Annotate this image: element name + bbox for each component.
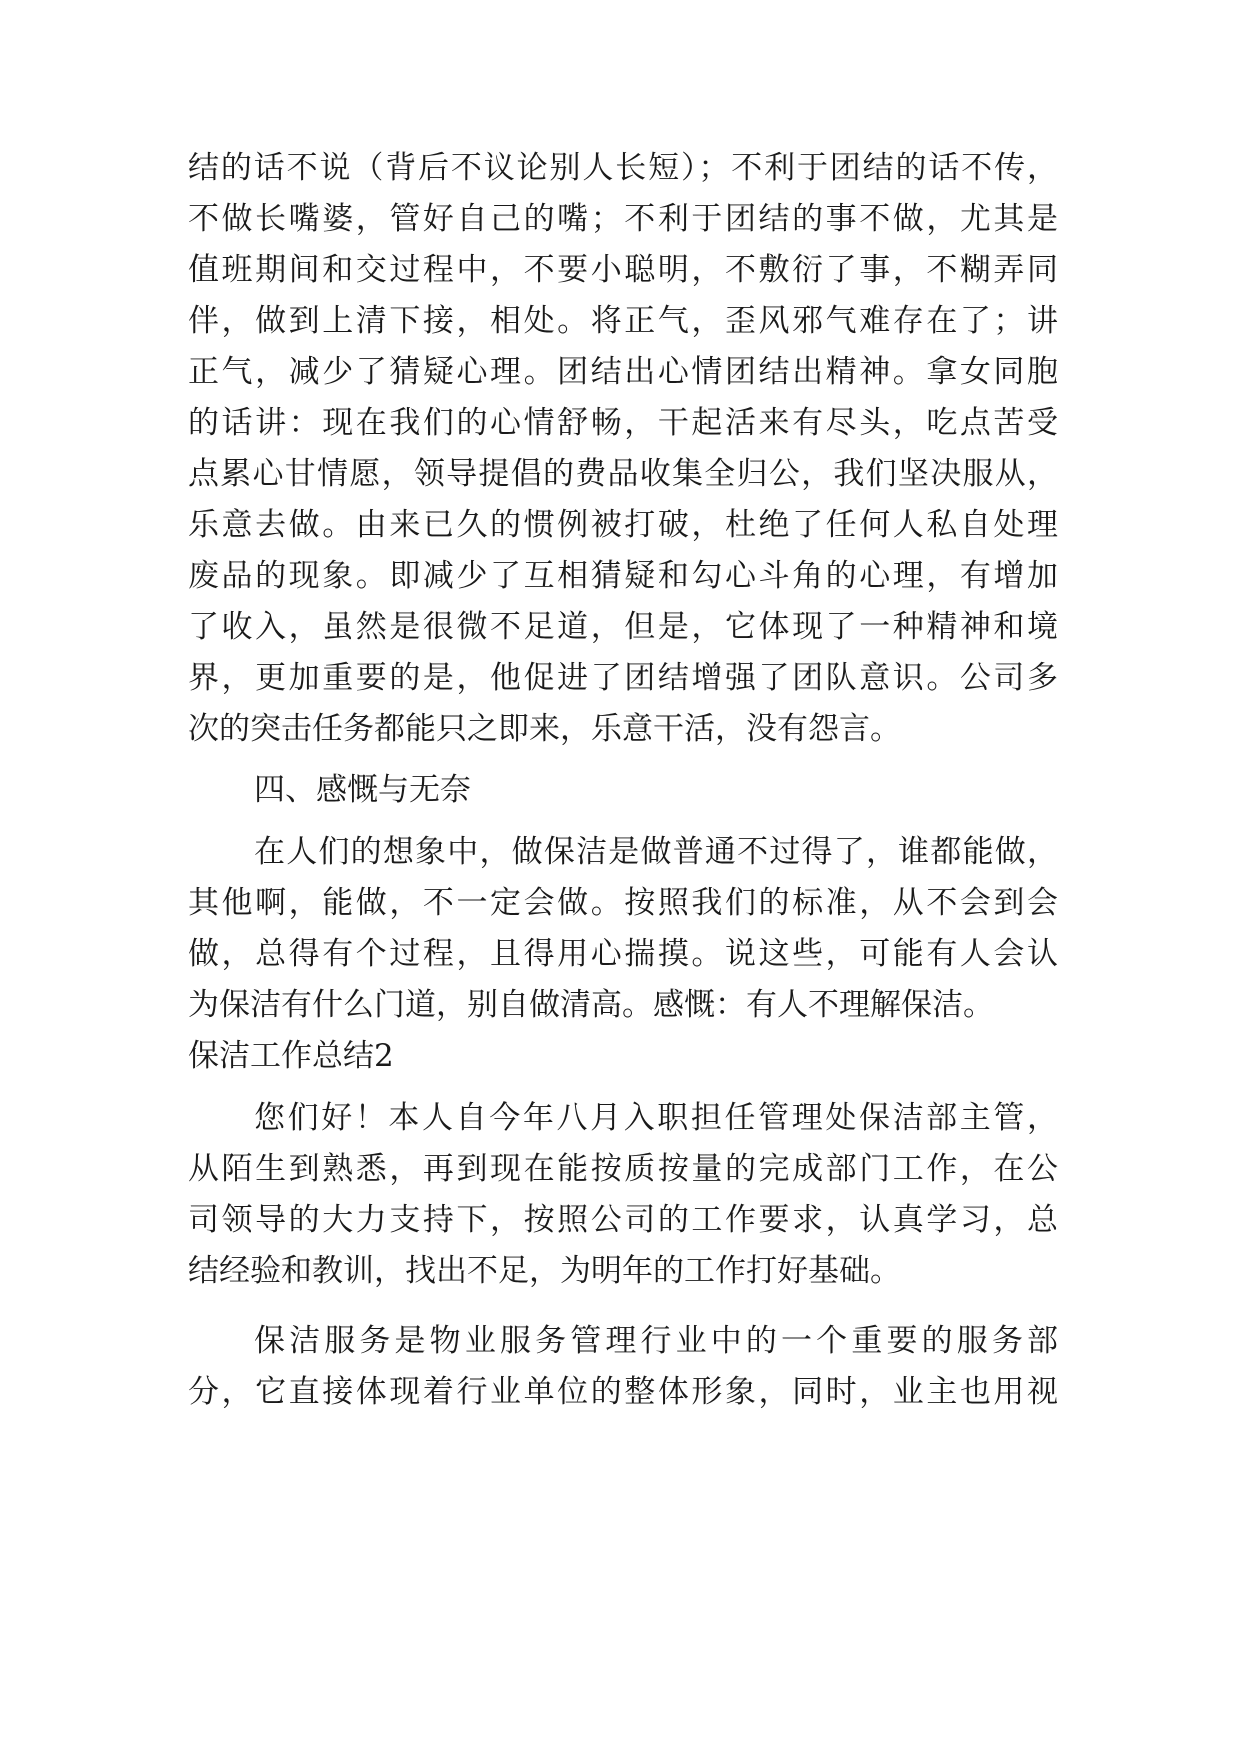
body-text-line: 保洁服务是物业服务管理行业中的一个重要的服务部 [254, 1323, 1058, 1359]
body-text-line: 从陌生到熟悉，再到现在能按质按量的完成部门工作，在公 [188, 1151, 1058, 1187]
body-text-line: 次的突击任务都能只之即来，乐意干活，没有怨言。 [188, 711, 901, 747]
body-text-line: 在人们的想象中，做保洁是做普通不过得了，谁都能做， [254, 834, 1058, 870]
body-text-line: 废品的现象。即减少了互相猜疑和勾心斗角的心理，有增加 [188, 558, 1058, 594]
body-text-line: 了收入，虽然是很微不足道，但是，它体现了一种精神和境 [188, 609, 1058, 645]
section-heading: 四、感慨与无奈 [254, 772, 471, 808]
body-text-line: 其他啊，能做，不一定会做。按照我们的标准，从不会到会 [188, 885, 1058, 921]
body-text-line: 分，它直接体现着行业单位的整体形象，同时，业主也用视 [188, 1374, 1058, 1410]
body-text-line: 乐意去做。由来已久的惯例被打破，杜绝了任何人私自处理 [188, 507, 1058, 543]
body-text-line: 为保洁有什么门道，别自做清高。感慨：有人不理解保洁。 [188, 987, 994, 1023]
body-text-line: 结的话不说（背后不议论别人长短）；不利于团结的话不传， [188, 150, 1058, 186]
body-text-line: 正气，减少了猜疑心理。团结出心情团结出精神。拿女同胞 [188, 354, 1058, 390]
body-text-line: 伴，做到上清下接，相处。将正气，歪风邪气难存在了；讲 [188, 303, 1058, 339]
body-text-line: 您们好！本人自今年八月入职担任管理处保洁部主管， [254, 1100, 1058, 1136]
body-text-line: 的话讲：现在我们的心情舒畅，干起活来有尽头，吃点苦受 [188, 405, 1058, 441]
body-text-line: 司领导的大力支持下，按照公司的工作要求，认真学习，总 [188, 1202, 1058, 1238]
body-text-line: 不做长嘴婆，管好自己的嘴；不利于团结的事不做，尤其是 [188, 201, 1058, 237]
body-text-line: 界，更加重要的是，他促进了团结增强了团队意识。公司多 [188, 660, 1058, 696]
body-text-line: 点累心甘情愿，领导提倡的费品收集全归公，我们坚决服从， [188, 456, 1058, 492]
body-text-line: 值班期间和交过程中，不要小聪明，不敷衍了事，不糊弄同 [188, 252, 1058, 288]
body-text-line: 做，总得有个过程，且得用心揣摸。说这些，可能有人会认 [188, 936, 1058, 972]
body-text-line: 结经验和教训，找出不足，为明年的工作打好基础。 [188, 1253, 901, 1289]
section-title: 保洁工作总结2 [188, 1038, 394, 1074]
